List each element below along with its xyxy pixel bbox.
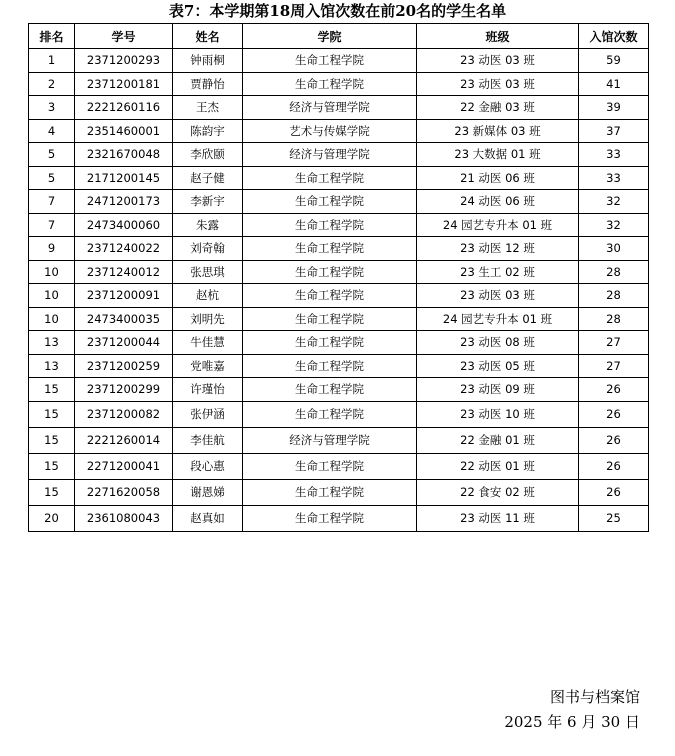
cell-college: 生命工程学院 bbox=[243, 354, 417, 378]
cell-class: 23 动医 09 班 bbox=[417, 378, 579, 402]
cell-rank: 15 bbox=[29, 401, 75, 427]
cell-student-id: 2473400060 bbox=[75, 213, 173, 237]
column-header-class: 班级 bbox=[417, 24, 579, 49]
cell-class: 23 动医 08 班 bbox=[417, 331, 579, 355]
cell-visits: 39 bbox=[579, 96, 649, 120]
cell-class: 23 新媒体 03 班 bbox=[417, 119, 579, 143]
cell-student-id: 2371200181 bbox=[75, 72, 173, 96]
cell-student-id: 2371240012 bbox=[75, 260, 173, 284]
cell-student-id: 2371240022 bbox=[75, 237, 173, 261]
cell-visits: 27 bbox=[579, 331, 649, 355]
cell-college: 生命工程学院 bbox=[243, 260, 417, 284]
table-row bbox=[29, 479, 649, 505]
cell-rank: 10 bbox=[29, 307, 75, 331]
cell-college: 生命工程学院 bbox=[243, 49, 417, 73]
cell-name: 刘明先 bbox=[173, 307, 243, 331]
table-row bbox=[29, 119, 649, 143]
cell-student-id: 2471200173 bbox=[75, 190, 173, 214]
cell-class: 23 动医 12 班 bbox=[417, 237, 579, 261]
cell-name: 党唯嘉 bbox=[173, 354, 243, 378]
column-header-college: 学院 bbox=[243, 24, 417, 49]
cell-college: 生命工程学院 bbox=[243, 401, 417, 427]
column-header-visits: 入馆次数 bbox=[579, 24, 649, 49]
cell-name: 刘奇翰 bbox=[173, 237, 243, 261]
cell-class: 24 园艺专升本 01 班 bbox=[417, 307, 579, 331]
cell-class: 23 动医 03 班 bbox=[417, 49, 579, 73]
cell-college: 生命工程学院 bbox=[243, 166, 417, 190]
cell-rank: 7 bbox=[29, 213, 75, 237]
cell-college: 生命工程学院 bbox=[243, 453, 417, 479]
cell-name: 王杰 bbox=[173, 96, 243, 120]
cell-visits: 27 bbox=[579, 354, 649, 378]
cell-rank: 9 bbox=[29, 237, 75, 261]
table-row bbox=[29, 505, 649, 531]
cell-visits: 32 bbox=[579, 213, 649, 237]
cell-college: 生命工程学院 bbox=[243, 307, 417, 331]
cell-visits: 26 bbox=[579, 401, 649, 427]
cell-visits: 33 bbox=[579, 143, 649, 167]
table-row bbox=[29, 190, 649, 214]
cell-student-id: 2221260116 bbox=[75, 96, 173, 120]
cell-college: 生命工程学院 bbox=[243, 331, 417, 355]
table-row bbox=[29, 331, 649, 355]
cell-name: 许瑾怡 bbox=[173, 378, 243, 402]
cell-visits: 26 bbox=[579, 378, 649, 402]
cell-rank: 20 bbox=[29, 505, 75, 531]
cell-name: 张思琪 bbox=[173, 260, 243, 284]
table-row bbox=[29, 166, 649, 190]
cell-college: 经济与管理学院 bbox=[243, 96, 417, 120]
cell-visits: 28 bbox=[579, 260, 649, 284]
cell-name: 贾静怡 bbox=[173, 72, 243, 96]
cell-rank: 15 bbox=[29, 453, 75, 479]
column-header-student-id: 学号 bbox=[75, 24, 173, 49]
cell-visits: 41 bbox=[579, 72, 649, 96]
cell-student-id: 2473400035 bbox=[75, 307, 173, 331]
cell-student-id: 2271200041 bbox=[75, 453, 173, 479]
cell-college: 生命工程学院 bbox=[243, 237, 417, 261]
cell-rank: 13 bbox=[29, 354, 75, 378]
cell-college: 经济与管理学院 bbox=[243, 427, 417, 453]
cell-name: 李新宇 bbox=[173, 190, 243, 214]
cell-visits: 59 bbox=[579, 49, 649, 73]
cell-name: 张伊涵 bbox=[173, 401, 243, 427]
cell-visits: 28 bbox=[579, 284, 649, 308]
table-row bbox=[29, 378, 649, 402]
table-row bbox=[29, 453, 649, 479]
cell-college: 经济与管理学院 bbox=[243, 143, 417, 167]
cell-name: 谢恩娣 bbox=[173, 479, 243, 505]
cell-college: 艺术与传媒学院 bbox=[243, 119, 417, 143]
cell-rank: 3 bbox=[29, 96, 75, 120]
cell-visits: 33 bbox=[579, 166, 649, 190]
cell-rank: 5 bbox=[29, 166, 75, 190]
table-row bbox=[29, 49, 649, 73]
cell-student-id: 2221260014 bbox=[75, 427, 173, 453]
cell-name: 赵真如 bbox=[173, 505, 243, 531]
cell-student-id: 2351460001 bbox=[75, 119, 173, 143]
table-row bbox=[29, 401, 649, 427]
cell-class: 23 动医 11 班 bbox=[417, 505, 579, 531]
cell-student-id: 2371200082 bbox=[75, 401, 173, 427]
cell-rank: 4 bbox=[29, 119, 75, 143]
student-visits-table bbox=[28, 23, 649, 532]
table-header-row bbox=[29, 24, 649, 49]
cell-rank: 15 bbox=[29, 427, 75, 453]
table-row bbox=[29, 354, 649, 378]
table-row bbox=[29, 307, 649, 331]
table-row bbox=[29, 96, 649, 120]
cell-rank: 2 bbox=[29, 72, 75, 96]
cell-student-id: 2361080043 bbox=[75, 505, 173, 531]
cell-name: 赵杭 bbox=[173, 284, 243, 308]
cell-college: 生命工程学院 bbox=[243, 378, 417, 402]
cell-name: 李佳航 bbox=[173, 427, 243, 453]
cell-visits: 30 bbox=[579, 237, 649, 261]
table-row bbox=[29, 143, 649, 167]
cell-visits: 26 bbox=[579, 427, 649, 453]
cell-name: 钟雨桐 bbox=[173, 49, 243, 73]
cell-name: 李欣颐 bbox=[173, 143, 243, 167]
issuer-name: 图书与档案馆 bbox=[549, 688, 640, 706]
cell-name: 牛佳慧 bbox=[173, 331, 243, 355]
cell-class: 22 食安 02 班 bbox=[417, 479, 579, 505]
cell-student-id: 2171200145 bbox=[75, 166, 173, 190]
cell-class: 23 动医 03 班 bbox=[417, 72, 579, 96]
cell-rank: 5 bbox=[29, 143, 75, 167]
cell-student-id: 2271620058 bbox=[75, 479, 173, 505]
cell-student-id: 2371200044 bbox=[75, 331, 173, 355]
page-title: 表7：本学期第18周入馆次数在前20名的学生名单 bbox=[168, 2, 507, 20]
table-row bbox=[29, 260, 649, 284]
cell-rank: 10 bbox=[29, 284, 75, 308]
cell-college: 生命工程学院 bbox=[243, 479, 417, 505]
cell-class: 23 动医 03 班 bbox=[417, 284, 579, 308]
cell-student-id: 2371200091 bbox=[75, 284, 173, 308]
table-row bbox=[29, 284, 649, 308]
cell-visits: 26 bbox=[579, 479, 649, 505]
cell-student-id: 2371200299 bbox=[75, 378, 173, 402]
table-row bbox=[29, 213, 649, 237]
cell-class: 23 生工 02 班 bbox=[417, 260, 579, 284]
cell-name: 朱露 bbox=[173, 213, 243, 237]
cell-class: 22 金融 01 班 bbox=[417, 427, 579, 453]
table-row bbox=[29, 72, 649, 96]
cell-rank: 13 bbox=[29, 331, 75, 355]
cell-rank: 1 bbox=[29, 49, 75, 73]
issue-date: 2025 年 6 月 30 日 bbox=[504, 713, 640, 731]
cell-college: 生命工程学院 bbox=[243, 213, 417, 237]
cell-class: 22 动医 01 班 bbox=[417, 453, 579, 479]
cell-class: 22 金融 03 班 bbox=[417, 96, 579, 120]
cell-rank: 7 bbox=[29, 190, 75, 214]
cell-student-id: 2371200293 bbox=[75, 49, 173, 73]
cell-rank: 15 bbox=[29, 479, 75, 505]
cell-class: 23 动医 05 班 bbox=[417, 354, 579, 378]
cell-college: 生命工程学院 bbox=[243, 505, 417, 531]
cell-visits: 25 bbox=[579, 505, 649, 531]
cell-class: 24 园艺专升本 01 班 bbox=[417, 213, 579, 237]
cell-visits: 37 bbox=[579, 119, 649, 143]
cell-class: 24 动医 06 班 bbox=[417, 190, 579, 214]
cell-college: 生命工程学院 bbox=[243, 190, 417, 214]
column-header-rank: 排名 bbox=[29, 24, 75, 49]
cell-rank: 10 bbox=[29, 260, 75, 284]
cell-name: 陈韵宇 bbox=[173, 119, 243, 143]
cell-name: 段心惠 bbox=[173, 453, 243, 479]
cell-class: 21 动医 06 班 bbox=[417, 166, 579, 190]
cell-class: 23 大数据 01 班 bbox=[417, 143, 579, 167]
cell-visits: 26 bbox=[579, 453, 649, 479]
cell-rank: 15 bbox=[29, 378, 75, 402]
cell-college: 生命工程学院 bbox=[243, 284, 417, 308]
table-row bbox=[29, 237, 649, 261]
table-row bbox=[29, 427, 649, 453]
cell-visits: 32 bbox=[579, 190, 649, 214]
cell-class: 23 动医 10 班 bbox=[417, 401, 579, 427]
cell-student-id: 2371200259 bbox=[75, 354, 173, 378]
cell-name: 赵子健 bbox=[173, 166, 243, 190]
cell-college: 生命工程学院 bbox=[243, 72, 417, 96]
cell-visits: 28 bbox=[579, 307, 649, 331]
cell-student-id: 2321670048 bbox=[75, 143, 173, 167]
column-header-name: 姓名 bbox=[173, 24, 243, 49]
